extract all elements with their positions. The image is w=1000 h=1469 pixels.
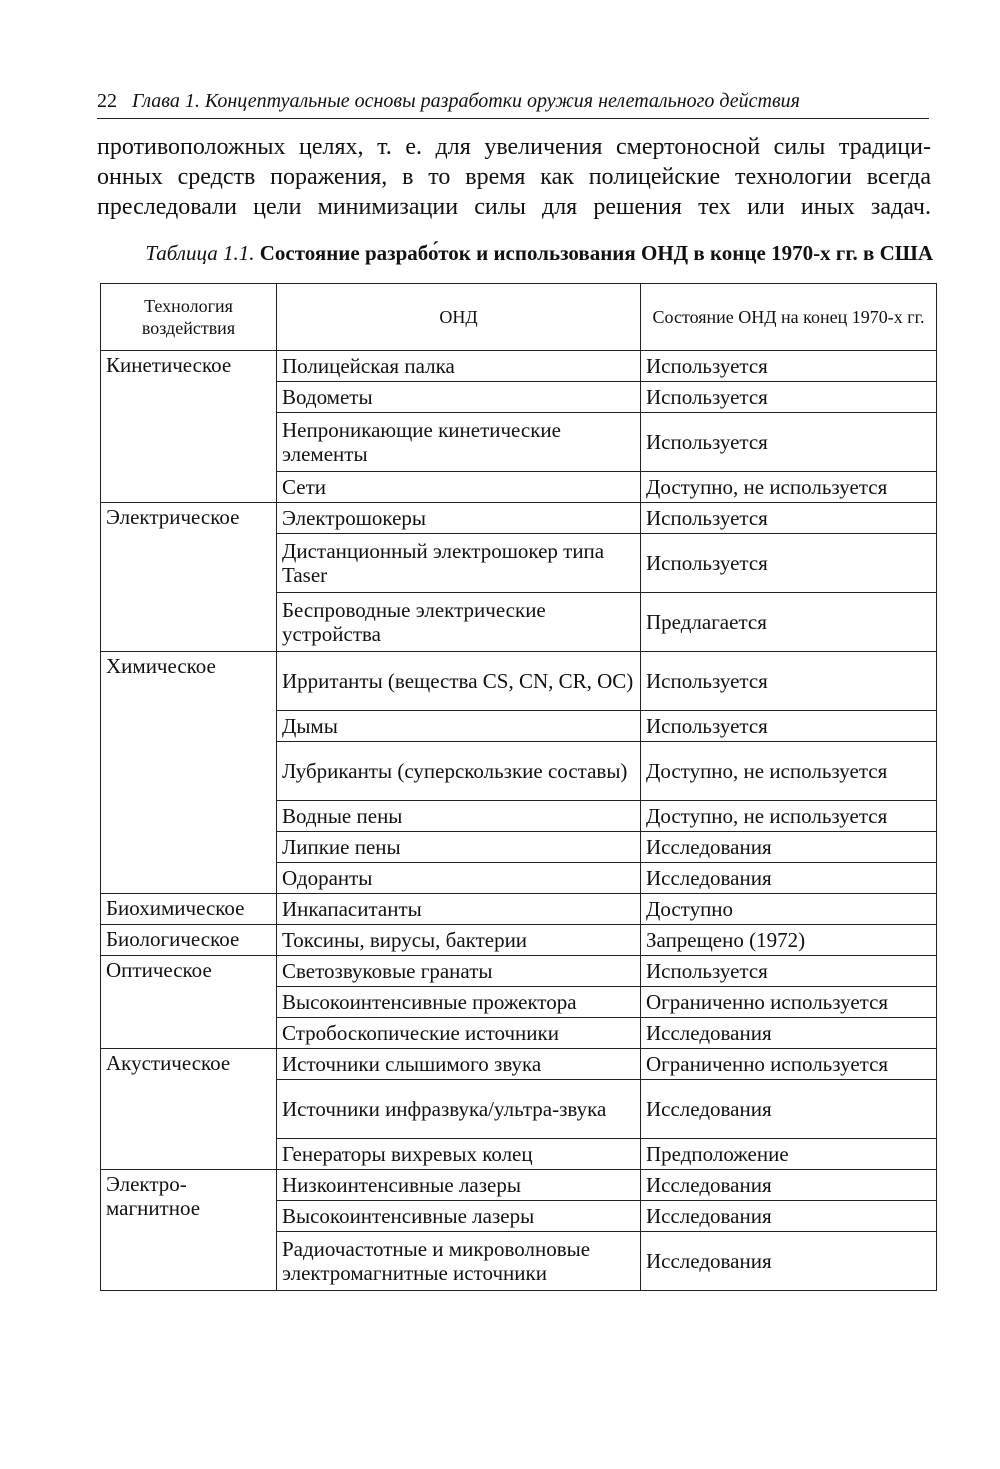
technology-cell: Кинетическое (101, 351, 277, 503)
page-number: 22 (97, 90, 117, 112)
table-row (101, 351, 937, 382)
ond-cell: Одоранты (277, 863, 641, 894)
table-body (101, 351, 937, 1291)
table-caption-label: Таблица 1.1. (145, 241, 255, 265)
technology-cell: Оптическое (101, 956, 277, 1049)
ond-cell: Источники слышимого звука (277, 1049, 641, 1080)
status-cell: Ограниченно используется (641, 987, 937, 1018)
technology-cell: Акустическое (101, 1049, 277, 1170)
chapter-title: Глава 1. Концептуальные основы разработки оружия нелетального действия (132, 90, 800, 112)
table-caption-title: Состояние разрабо́ток и использования ОНД в конце 1970-х гг. в США (259, 241, 933, 265)
table-row (101, 1049, 937, 1080)
status-cell: Исследования (641, 1170, 937, 1201)
ond-cell: Лубриканты (суперскользкие составы) (277, 742, 641, 801)
table-header-row (101, 284, 937, 351)
status-cell: Используется (641, 711, 937, 742)
status-cell: Исследования (641, 863, 937, 894)
ond-cell: Светозвуковые гранаты (277, 956, 641, 987)
status-cell: Используется (641, 503, 937, 534)
status-cell: Доступно, не используется (641, 801, 937, 832)
status-cell: Исследования (641, 1201, 937, 1232)
status-cell: Исследования (641, 1018, 937, 1049)
table-row (101, 1170, 937, 1201)
body-line: онных средств поражения, в то время как полицейские технологии всегда (97, 164, 931, 190)
table-row (101, 652, 937, 711)
technology-cell: Биохимическое (101, 894, 277, 925)
status-cell: Доступно, не используется (641, 742, 937, 801)
ond-cell: Источники инфразвука/ультра-звука (277, 1080, 641, 1139)
header-status: Состояние ОНД на конец 1970-х гг. (641, 284, 937, 351)
status-cell: Исследования (641, 1232, 937, 1291)
ond-cell: Полицейская палка (277, 351, 641, 382)
table-caption (97, 238, 933, 268)
ond-cell: Непроникающие кинетические элементы (277, 413, 641, 472)
technology-cell: Электро-магнитное (101, 1170, 277, 1291)
table-row (101, 956, 937, 987)
ond-cell: Инкапаситанты (277, 894, 641, 925)
ond-cell: Токсины, вирусы, бактерии (277, 925, 641, 956)
ond-status-table (100, 283, 937, 1291)
header-technology: Технология воздействия (101, 284, 277, 351)
ond-cell: Генераторы вихревых колец (277, 1139, 641, 1170)
ond-cell: Высокоинтенсивные прожектора (277, 987, 641, 1018)
ond-cell: Ирританты (вещества CS, CN, CR, OC) (277, 652, 641, 711)
table-row (101, 503, 937, 534)
ond-cell: Сети (277, 472, 641, 503)
status-cell: Используется (641, 956, 937, 987)
status-cell: Используется (641, 652, 937, 711)
table-row (101, 925, 937, 956)
ond-cell: Дымы (277, 711, 641, 742)
body-line: преследовали цели минимизации силы для решения тех или иных задач. (97, 194, 931, 220)
status-cell: Исследования (641, 832, 937, 863)
ond-cell: Стробоскопические источники (277, 1018, 641, 1049)
status-cell: Используется (641, 413, 937, 472)
ond-cell: Беспроводные электрические устройства (277, 593, 641, 652)
ond-cell: Водометы (277, 382, 641, 413)
ond-cell: Низкоинтенсивные лазеры (277, 1170, 641, 1201)
running-head (97, 84, 929, 119)
technology-cell: Электрическое (101, 503, 277, 652)
ond-cell: Дистанционный электрошокер типа Taser (277, 534, 641, 593)
status-cell: Предположение (641, 1139, 937, 1170)
status-cell: Ограниченно используется (641, 1049, 937, 1080)
ond-cell: Радиочастотные и микроволновые электромагнитные источники (277, 1232, 641, 1291)
status-cell: Запрещено (1972) (641, 925, 937, 956)
ond-cell: Электрошокеры (277, 503, 641, 534)
header-ond: ОНД (277, 284, 641, 351)
status-cell: Предлагается (641, 593, 937, 652)
technology-cell: Химическое (101, 652, 277, 894)
ond-cell: Липкие пены (277, 832, 641, 863)
ond-cell: Водные пены (277, 801, 641, 832)
status-cell: Используется (641, 351, 937, 382)
status-cell: Используется (641, 534, 937, 593)
technology-cell: Биологическое (101, 925, 277, 956)
body-paragraph (97, 132, 931, 222)
status-cell: Доступно (641, 894, 937, 925)
status-cell: Исследования (641, 1080, 937, 1139)
table-row (101, 894, 937, 925)
body-line: противоположных целях, т. е. для увеличения смертоносной силы традици- (97, 134, 931, 160)
status-cell: Используется (641, 382, 937, 413)
ond-cell: Высокоинтенсивные лазеры (277, 1201, 641, 1232)
status-cell: Доступно, не используется (641, 472, 937, 503)
